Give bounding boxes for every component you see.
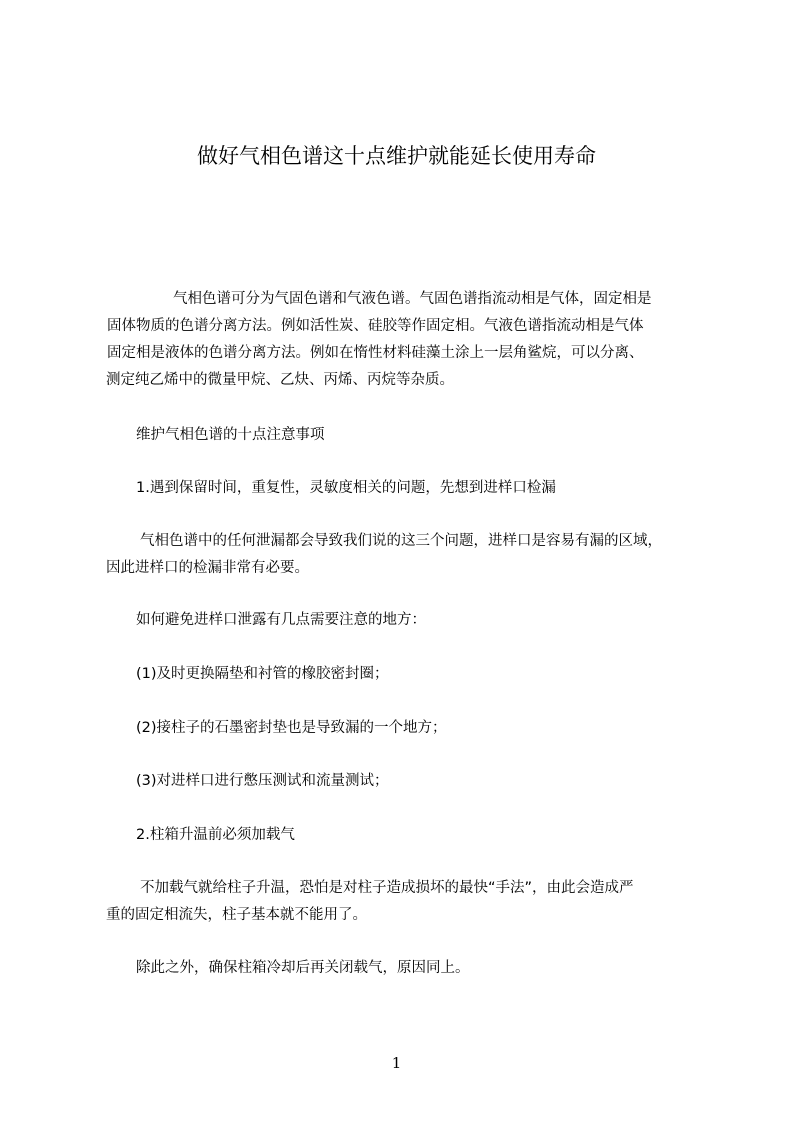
- paragraph-line: 气相色谱中的任何泄漏都会导致我们说的这三个问题，进样口是容易有漏的区域，: [140, 533, 662, 549]
- item1-point: (1)及时更换隔垫和衬管的橡胶密封圈；: [136, 666, 389, 682]
- page-number: 1: [391, 1054, 402, 1072]
- item2-body: [106, 875, 634, 929]
- paragraph-line: 固定相是液体的色谱分离方法。例如在惰性材料硅藻土涂上一层角鲨烷，可以分离、: [107, 345, 644, 361]
- item2-heading: 2.柱箱升温前必须加载气: [136, 827, 295, 843]
- item2-extra: 除此之外，确保柱箱冷却后再关闭载气，原因同上。: [136, 960, 470, 976]
- paragraph-line: 气相色谱可分为气固色谱和气液色谱。气固色谱指流动相是气体，固定相是: [173, 291, 652, 307]
- document-title: 做好气相色谱这十点维护就能延长使用寿命: [197, 144, 596, 168]
- item1-point: (2)接柱子的石墨密封垫也是导致漏的一个地方；: [136, 720, 447, 736]
- section-heading: 维护气相色谱的十点注意事项: [136, 427, 325, 443]
- intro-paragraph: [106, 286, 652, 394]
- paragraph-line: 固体物质的色谱分离方法。例如活性炭、硅胶等作固定相。气液色谱指流动相是气体: [107, 318, 644, 334]
- item1-body: [106, 528, 662, 582]
- item1-point: (3)对进样口进行憋压测试和流量测试；: [136, 773, 389, 789]
- item1-heading: 1.遇到保留时间，重复性，灵敏度相关的问题，先想到进样口检漏: [136, 480, 556, 496]
- paragraph-line: 测定纯乙烯中的微量甲烷、乙炔、丙烯、丙烷等杂质。: [106, 372, 454, 388]
- paragraph-line: 重的固定相流失，柱子基本就不能用了。: [106, 907, 367, 923]
- item1-lead: 如何避免进样口泄露有几点需要注意的地方：: [136, 612, 426, 628]
- paragraph-line: 不加载气就给柱子升温，恐怕是对柱子造成损坏的最快“手法”，由此会造成严: [140, 880, 634, 896]
- paragraph-line: 因此进样口的检漏非常有必要。: [106, 560, 309, 576]
